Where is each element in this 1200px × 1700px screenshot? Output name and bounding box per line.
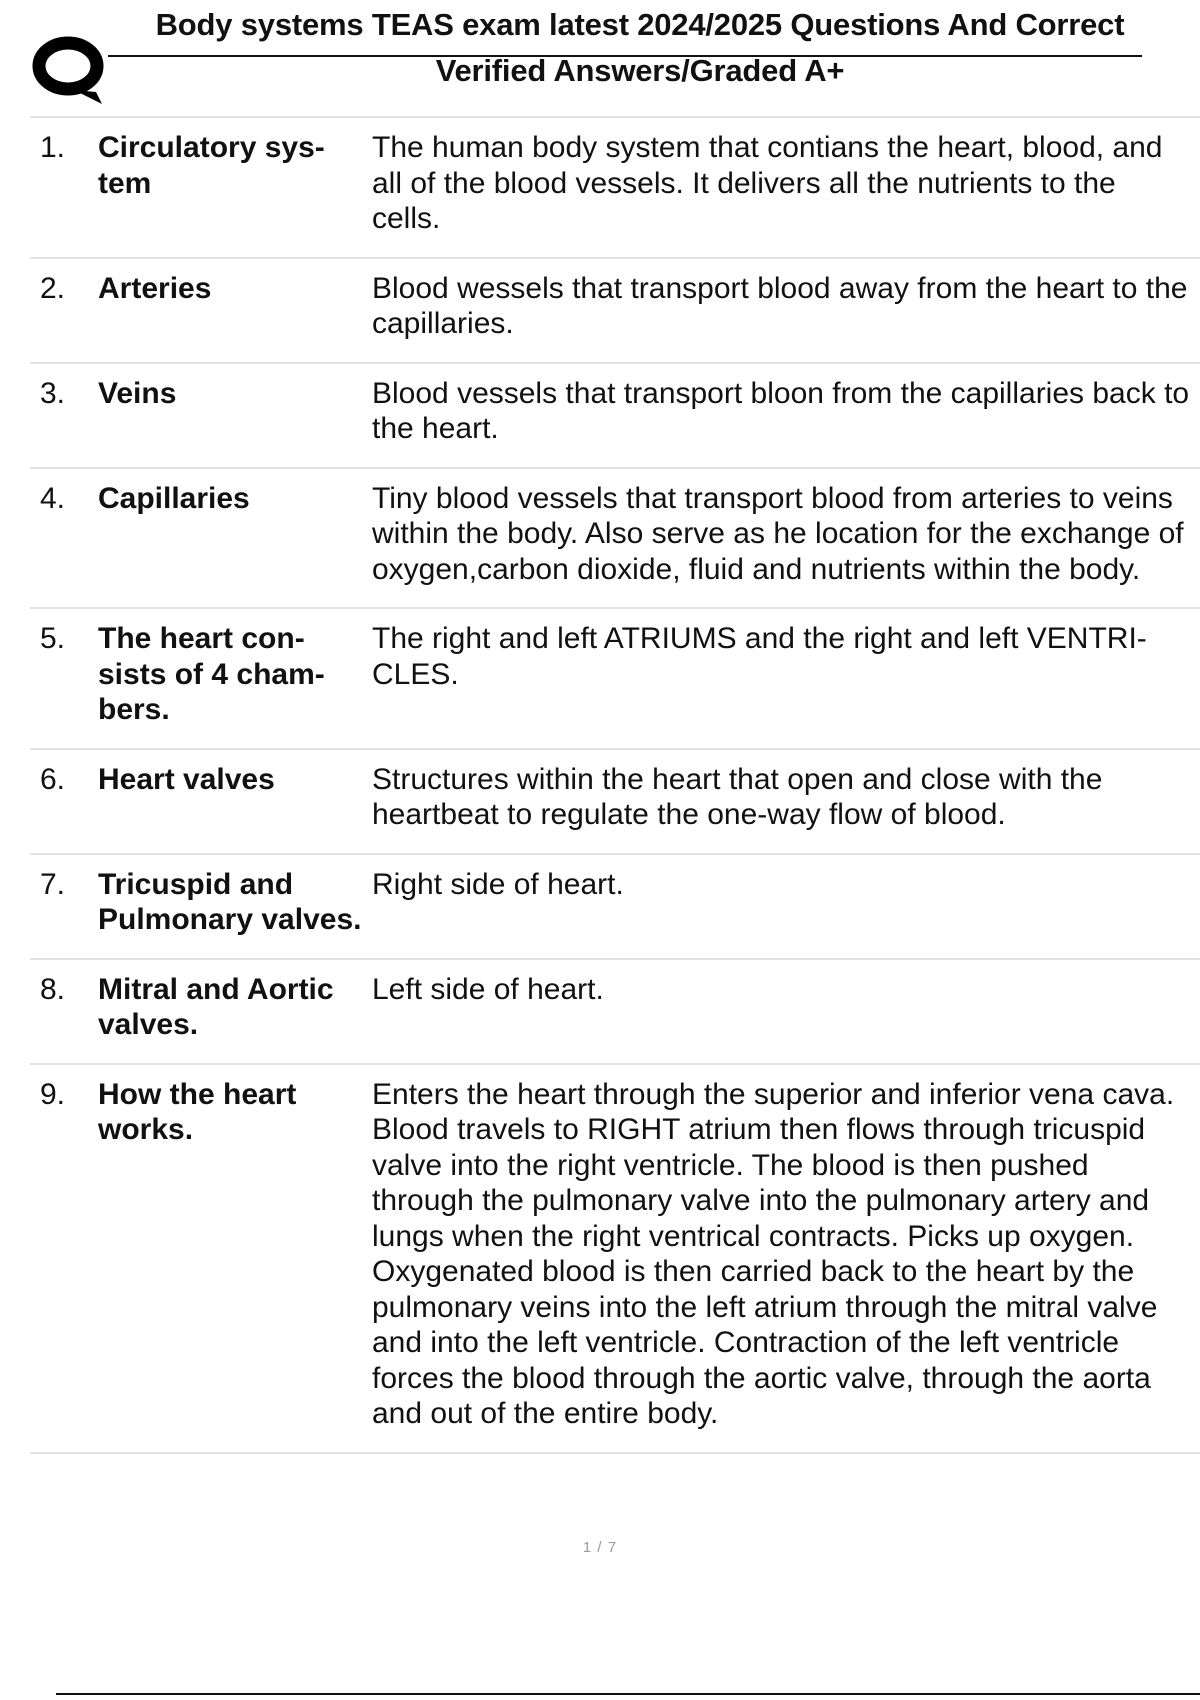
definition: Blood wessels that transport blood away from the heart to the capillaries.: [372, 258, 1200, 363]
row-number: 8.: [30, 959, 98, 1064]
table-row: [30, 959, 1200, 1064]
term: Arteries: [98, 258, 372, 363]
definition: Structures within the heart that open and close with the heartbeat to regulate the one-way flow of blood.: [372, 749, 1200, 854]
row-number: 3.: [30, 363, 98, 468]
definition: The human body system that contians the heart, blood, and all of the blood vessels. It delivers all the nutrients to the cells.: [372, 117, 1200, 258]
row-number: 2.: [30, 258, 98, 363]
row-number: 1.: [30, 117, 98, 258]
term: Veins: [98, 363, 372, 468]
table-row: [30, 117, 1200, 258]
row-number: 7.: [30, 854, 98, 959]
footer-divider: [56, 1693, 1200, 1695]
term: The heart con-sists of 4 cham-bers.: [98, 608, 372, 749]
table-row: [30, 608, 1200, 749]
q-logo-icon: [30, 30, 110, 110]
table-row: [30, 468, 1200, 609]
term: Mitral and Aortic valves.: [98, 959, 372, 1064]
term: How the heart works.: [98, 1064, 372, 1453]
term: Circulatory sys-tem: [98, 117, 372, 258]
document-title-line-1: Body systems TEAS exam latest 2024/2025 Questions And Correct: [155, 7, 1125, 42]
row-number: 5.: [30, 608, 98, 749]
table-row: [30, 854, 1200, 959]
flashcard-table: [30, 116, 1200, 1454]
definition: Blood vessels that transport bloon from the capillaries back to the heart.: [372, 363, 1200, 468]
definition: Enters the heart through the superior and inferior vena cava. Blood travels to RIGHT atrium then flows through tricuspid valve into the right ventricle. The blood is then pushed through the pulmonary valve into the pulmonary artery and lungs when the right ventrical contracts. Picks up oxygen. Oxygenated blood is then carried back to the heart by the pulmonary veins into the left atrium through the mitral valve and into the left ventricle. Contraction of the left ventricle forces the blood through the aortic valve, through the aorta and out of the entire body.: [372, 1064, 1200, 1453]
document-header: [0, 0, 1200, 118]
definition: Left side of heart.: [372, 959, 1200, 1064]
term: Heart valves: [98, 749, 372, 854]
definition: The right and left ATRIUMS and the right and left VENTRI-CLES.: [372, 608, 1200, 749]
definition: Tiny blood vessels that transport blood from arteries to veins within the body. Also serve as he location for the exchange of oxygen,carbon dioxide, fluid and nutrients within the body.: [372, 468, 1200, 609]
table-row: [30, 1064, 1200, 1453]
row-number: 4.: [30, 468, 98, 609]
page-indicator: 1 / 7: [582, 1539, 618, 1556]
table-row: [30, 258, 1200, 363]
document-title: [120, 2, 1160, 94]
table-row: [30, 363, 1200, 468]
table-row: [30, 749, 1200, 854]
row-number: 6.: [30, 749, 98, 854]
row-number: 9.: [30, 1064, 98, 1453]
term: Tricuspid and Pulmonary valves.: [98, 854, 372, 959]
term: Capillaries: [98, 468, 372, 609]
document-title-line-2: Verified Answers/Graded A+: [435, 53, 845, 88]
definition: Right side of heart.: [372, 854, 1200, 959]
